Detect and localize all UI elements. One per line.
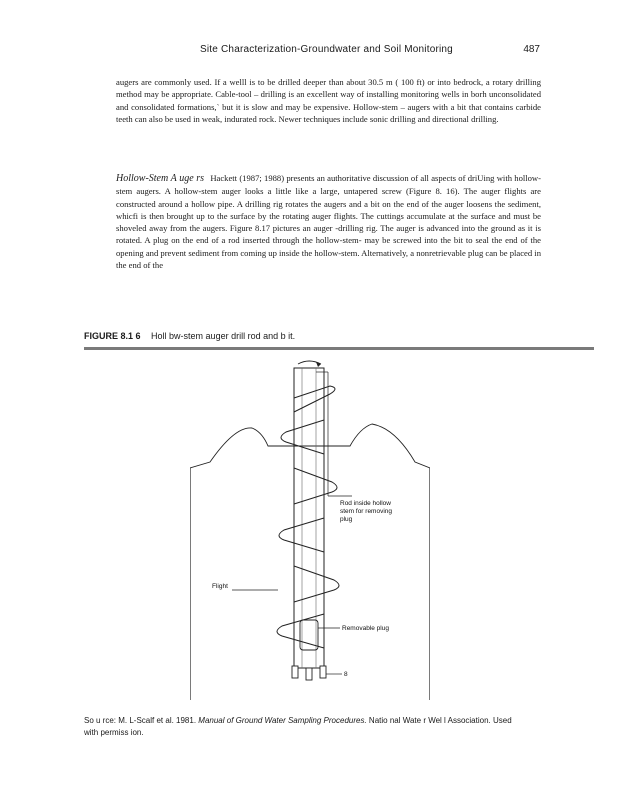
label-rod-inside-hollow-stem: Rod inside hollow (340, 500, 391, 507)
running-header (200, 44, 540, 55)
label-rod-line-3: plug (340, 516, 353, 523)
paragraph-hollow-stem-augers (116, 172, 541, 271)
auger-flights (277, 386, 339, 648)
running-title: Site Characterization-Groundwater and Soil Monitoring (200, 44, 453, 55)
source-title: Manual of Ground Water Sampling Procedures. (198, 716, 367, 725)
hollow-stem (294, 368, 324, 668)
label-rod-line-2: stem for removing (340, 508, 393, 515)
paragraph-drilling-methods: augers are commonly used. If a welll is to be drilled deeper than about 30.5 m ( 100 ft) or into bedrock, a rotary drilling method may be appropriate. Cable-tool – drilling is an excellent way of installing monitoring wells in borh unconsolidated and consolidated formations,` but it is slow and may be expensive. Hollow-stem – augers with a bit that contains carbide teeth can also be used in weak, indurated rock. Newer techniques include sonic drilling and directional drilling. (116, 77, 541, 124)
label-removable-plug: Removable plug (342, 625, 389, 632)
figure-source-credit (84, 715, 524, 739)
figure-caption (84, 331, 295, 341)
paragraph-text: Hackett (1987; 1988) presents an authoritative discussion of all aspects of driUing with hollow-stem augers. A hollow-stem auger looks a little like a large, untapered screw (Figure 8. 16). The auger flights are constructed around a hollow pipe. A drilling rig rotates the augers and a bit on the end of the auger loosens the sediment, whicfi is then brought up to the surface by the rotating auger flights. The cuttings accumulate at the surface and must be shoveled away from the augers. Figure 8.17 pictures an auger -drilling rig. The auger is advanced into the ground as it is rotated. A plug on the end of a rod inserted through the hollow-stem- may be screwed into the bit to seal the end of the opening and prevent sediment from coming up inside the hollow-stem. Alternatively, a nonretrievable plug can be placed in the end of the (116, 173, 541, 271)
section-runin-heading: Hollow-Stem A uge rs (116, 173, 205, 184)
caption-rule (84, 347, 594, 350)
source-prefix: So u rce: M. L-Scalf et al. 1981. (84, 716, 197, 725)
label-flight: Flight (212, 583, 228, 590)
source-suffix: Natio nal Wate r Wel l Association. Used with permiss ion. (84, 716, 512, 737)
page-number: 487 (523, 44, 540, 55)
bit-teeth (292, 666, 326, 680)
auger-diagram (190, 358, 430, 700)
ground-surface (190, 424, 430, 468)
figure-caption-text: Holl bw-stem auger drill rod and b it. (151, 331, 296, 341)
figure-number: FIGURE 8.1 6 (84, 331, 141, 341)
label-bit-number: 8 (344, 671, 348, 678)
